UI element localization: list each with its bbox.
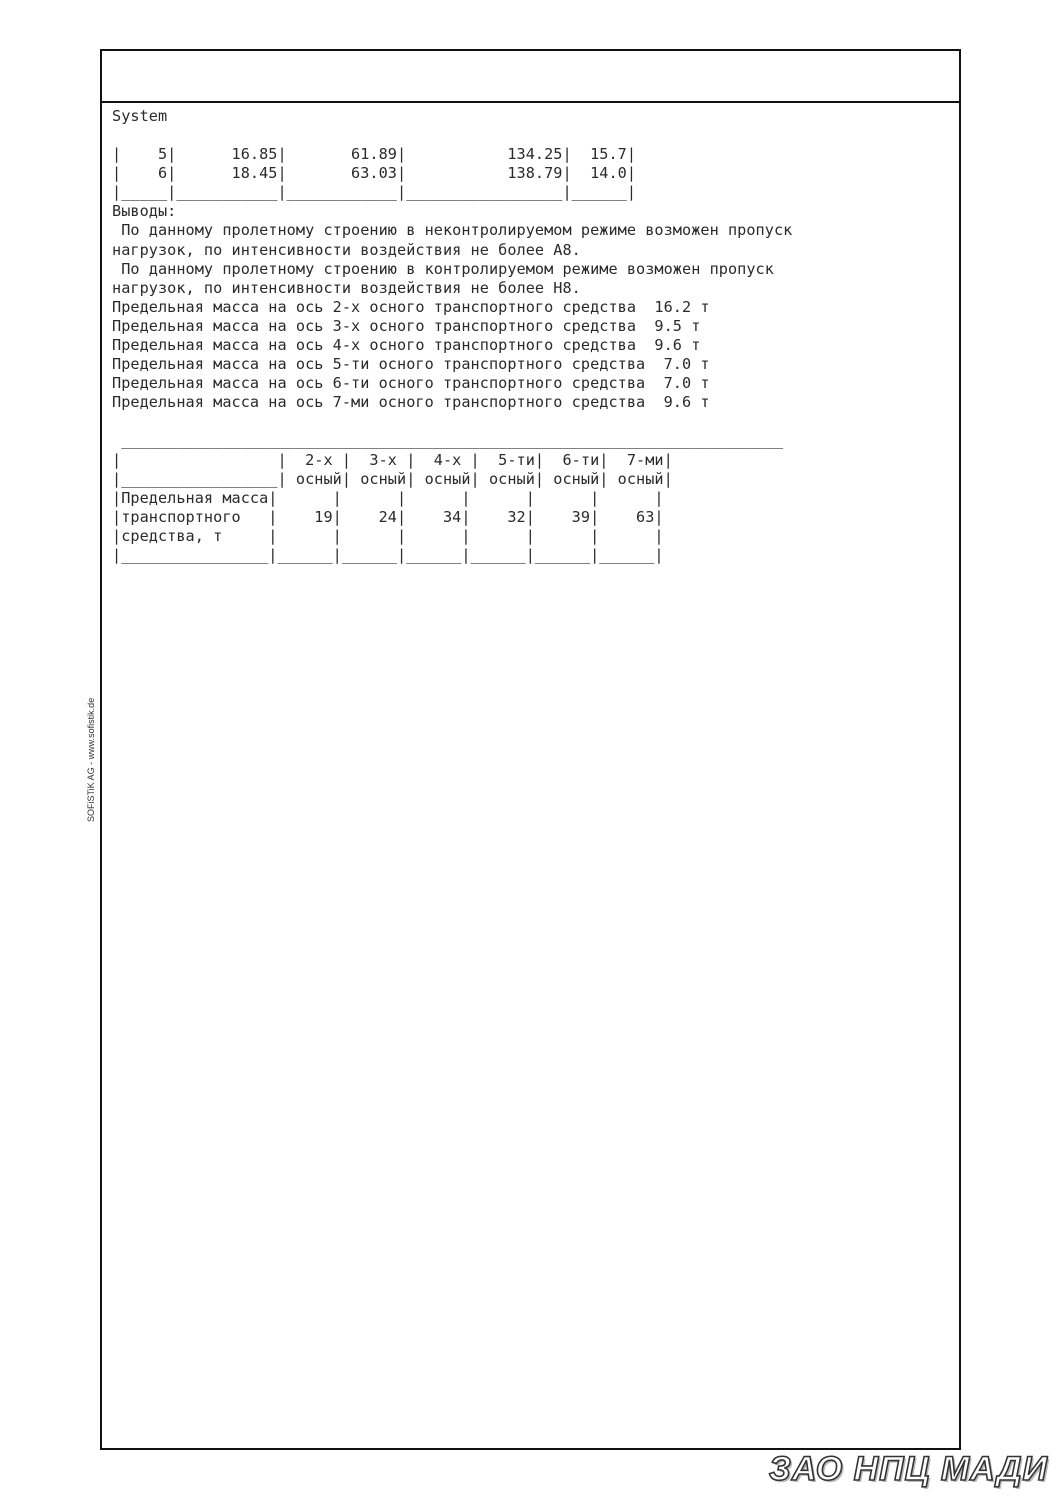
top-table-row: |_____|___________|____________|_________________|______| [112, 183, 637, 202]
header-band [102, 51, 959, 103]
axle-limit-line: Предельная масса на ось 4-х осного транспортного средства 9.6 т [112, 336, 701, 355]
mass-table-line: |средства, т | | | | | | | [112, 526, 664, 545]
mass-table-line: |транспортного | 19| 24| 34| 32| 39| 63| [112, 507, 664, 526]
axle-limit-line: Предельная масса на ось 6-ти осного транспортного средства 7.0 т [112, 374, 710, 393]
conclusion-line: нагрузок, по интенсивности воздействия не более Н8. [112, 278, 581, 297]
axle-limit-line: Предельная масса на ось 3-х осного транспортного средства 9.5 т [112, 316, 701, 335]
mass-table [112, 431, 949, 565]
system-label: System [112, 107, 168, 125]
side-note: SOFiSTiK AG - www.sofistik.de [86, 697, 96, 822]
top-table-row: | 6| 18.45| 63.03| 138.79| 14.0| [112, 164, 637, 183]
mass-table-line: |Предельная масса| | | | | | | [112, 488, 664, 507]
mass-table-line: |________________|______|______|______|______|______|______| [112, 545, 664, 564]
footer-company: ЗАО НПЦ МАДИ [769, 1450, 1048, 1488]
mass-table-line: |_________________| осный| осный| осный| осный| осный| осный| [112, 469, 673, 488]
report-content [112, 107, 949, 565]
top-table-row: | 5| 16.85| 61.89| 134.25| 15.7| [112, 145, 637, 164]
conclusions-heading: Выводы: [112, 202, 177, 221]
axle-limit-line: Предельная масса на ось 2-х осного транспортного средства 16.2 т [112, 297, 710, 316]
mass-table-line: ________________________________________________________________________ [112, 431, 784, 450]
conclusion-line: По данному пролетному строению в неконтролируемом режиме возможен пропуск [112, 221, 793, 240]
conclusion-line: По данному пролетному строению в контролируемом режиме возможен пропуск [112, 259, 774, 278]
spacer [112, 412, 949, 431]
conclusions [112, 202, 949, 297]
page-frame [100, 49, 961, 1450]
axle-limits [112, 298, 949, 413]
conclusion-line: нагрузок, по интенсивности воздействия не более А8. [112, 240, 581, 259]
top-table [112, 145, 949, 202]
mass-table-line: | | 2-х | 3-х | 4-х | 5-ти| 6-ти| 7-ми| [112, 450, 673, 469]
axle-limit-line: Предельная масса на ось 7-ми осного транспортного средства 9.6 т [112, 393, 710, 412]
axle-limit-line: Предельная масса на ось 5-ти осного транспортного средства 7.0 т [112, 355, 710, 374]
